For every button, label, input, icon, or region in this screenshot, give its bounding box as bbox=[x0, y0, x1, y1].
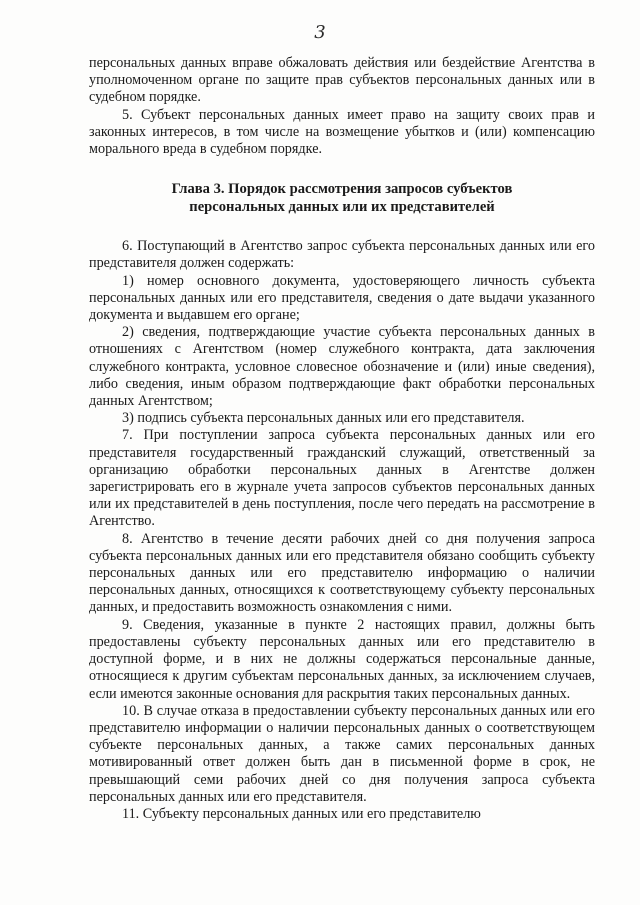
paragraph-continuation: персональных данных вправе обжаловать действия или бездействие Агентства в уполномоченном органе по защите прав субъектов персональных данных или в судебном порядке. bbox=[89, 55, 595, 106]
paragraph-9: 9. Сведения, указанные в пункте 2 настоящих правил, должны быть предоставлены субъекту персональных данных или его представителю в доступной форме, и в них не должны содержаться персональные данные, относящиеся к другим субъектам персональных данных, за исключением случаев, если имеются законные основания для раскрытия таких персональных данных. bbox=[89, 616, 595, 702]
paragraph-8: 8. Агентство в течение десяти рабочих дней со дня получения запроса субъекта персональных данных или его представителя обязано сообщить субъекту персональных данных или его представителю информацию о наличии персональных данных, относящихся к соответствующему субъекту персональных данных, и предоставить возможность ознакомления с ними. bbox=[89, 530, 595, 616]
chapter-heading bbox=[89, 180, 595, 216]
paragraph-6: 6. Поступающий в Агентство запрос субъекта персональных данных или его представителя должен содержать: bbox=[89, 238, 595, 272]
chapter-title-line-1: Глава 3. Порядок рассмотрения запросов субъектов bbox=[171, 181, 513, 198]
paragraph-7: 7. При поступлении запроса субъекта персональных данных или его представителя государственный гражданский служащий, ответственный за организацию обработки персональных данных в Агентстве должен зарегистрировать его в журнале учета запросов субъектов персональных данных или их представителей в день поступления, после чего передать на рассмотрение в Агентство. bbox=[89, 427, 595, 530]
page-number: 3 bbox=[314, 22, 326, 43]
paragraph-6-item-3: 3) подпись субъекта персональных данных или его представителя. bbox=[122, 410, 525, 427]
paragraph-5: 5. Субъект персональных данных имеет право на защиту своих прав и законных интересов, в том числе на возмещение убытков и (или) компенсацию морального вреда в судебном порядке. bbox=[89, 106, 595, 158]
document-body bbox=[89, 55, 595, 823]
paragraph-10: 10. В случае отказа в предоставлении субъекту персональных данных или его представителю информации о наличии персональных данных о соответствующем субъекте персональных данных, а также самих персональных данных мотивированный ответ должен быть дан в письменной форме в срок, не превышающий семи рабочих дней со дня получения запроса субъекта персональных данных или его представителя. bbox=[89, 702, 595, 805]
paragraph-6-item-1: 1) номер основного документа, удостоверяющего личность субъекта персональных данных или его представителя, сведения о дате выдачи указанного документа и выдавшем его органе; bbox=[89, 272, 595, 324]
chapter-title-line-2: персональных данных или их представителей bbox=[189, 199, 495, 216]
paragraph-6-item-2: 2) сведения, подтверждающие участие субъекта персональных данных в отношениях с Агентством (номер служебного контракта, дата заключения служебного контракта, условное словесное обозначение и (или) иные сведения), либо сведения, иным образом подтверждающие факт обработки персональных данных Агентством; bbox=[89, 324, 595, 410]
paragraph-11: 11. Субъекту персональных данных или его представителю bbox=[122, 805, 481, 822]
